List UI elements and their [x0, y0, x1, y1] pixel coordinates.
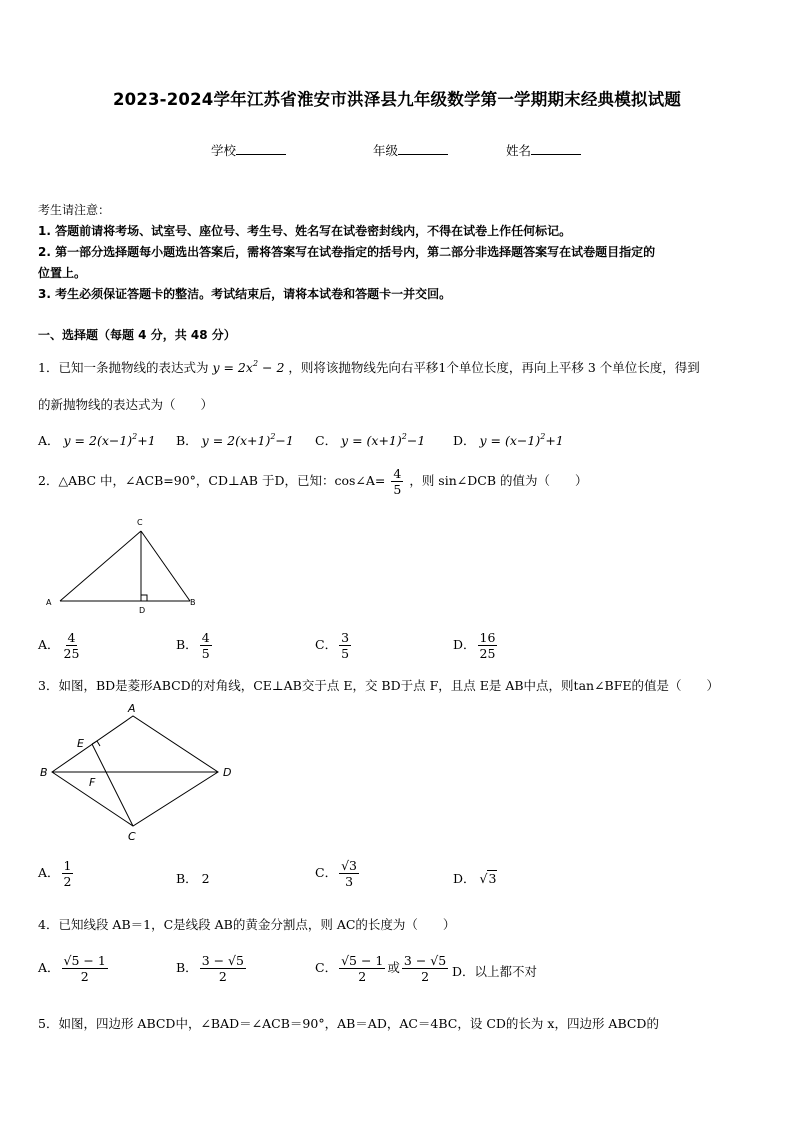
label-b: B [40, 766, 48, 779]
q3-option-d[interactable]: D． √3 [453, 871, 497, 886]
q4-option-a[interactable]: A． $\frac{√5 - 1}{2}$ [38, 953, 106, 984]
grade-field: 年级 [373, 141, 448, 159]
question-2: 2．△ABC 中，∠ACB=90°，CD⊥AB 于D，已知：cos∠A= $\frac{4}{5}$ ，则 sin∠DCB 的值为（ ） [38, 466, 588, 497]
notice-heading: 考生请注意： [38, 203, 111, 217]
fraction: $\frac{4}{5}$ [393, 466, 402, 497]
q2-option-a[interactable]: A． $\frac{4}{25}$ [38, 630, 80, 661]
q2-option-d[interactable]: D． $\frac{16}{25}$ [453, 630, 496, 661]
label-d: D [139, 606, 146, 615]
q1-option-d[interactable]: D． $y = (x-1)^2+1$ [453, 432, 564, 448]
label-a: A [46, 598, 52, 607]
question-1-line2: 的新抛物线的表达式为（ ） [38, 397, 214, 412]
notice-item: 位置上。 [38, 266, 87, 280]
question-3: 3．如图，BD是菱形ABCD的对角线，CE⊥AB交于点 E，交 BD于点 F，且点 E是 AB中点，则tan∠BFE的值是（ ） [38, 678, 720, 693]
q1-option-c[interactable]: C． $y = (x+1)^2-1$ [315, 432, 426, 448]
q3-option-c[interactable]: C． $\frac{√3}{3}$ [315, 858, 357, 889]
notice-item: 2. 第一部分选择题每小题选出答案后，需将答案写在试卷指定的括号内，第二部分非选择题答案写在试卷题目指定的 [38, 245, 656, 259]
rhombus-figure [36, 702, 246, 848]
label-a: A [128, 702, 136, 715]
label-f: F [89, 776, 96, 789]
label-d: D [223, 766, 232, 779]
school-field: 学校 [211, 141, 286, 159]
q1-option-b[interactable]: B． $y = 2(x+1)^2-1$ [176, 432, 294, 448]
q2-option-c[interactable]: C． $\frac{3}{5}$ [315, 630, 350, 661]
notice-item: 1. 答题前请将考场、试室号、座位号、考生号、姓名写在试卷密封线内，不得在试卷上作任何标记。 [38, 224, 572, 238]
notice-item: 3. 考生必须保证答题卡的整洁。考试结束后，请将本试卷和答题卡一并交回。 [38, 287, 452, 301]
q4-option-c[interactable]: C． $\frac{√5 - 1}{2}$ 或 $\frac{3 - √5}{2}$ [315, 953, 447, 984]
q4-option-b[interactable]: B． $\frac{3 - √5}{2}$ [176, 953, 244, 984]
question-1: 1．已知一条抛物线的表达式为 $y = 2x^2 - 2$ ，则将该抛物线先向右平移1个单位长度，再向上平移 3 个单位长度，得到 [38, 359, 700, 375]
label-e: E [77, 737, 84, 750]
label-b: B [190, 598, 196, 607]
q3-option-a[interactable]: A． $\frac{1}{2}$ [38, 858, 72, 889]
question-5: 5．如图，四边形 ABCD中，∠BAD＝∠ACB＝90°，AB＝AD，AC＝4BC，设 CD的长为 x，四边形 ABCD的 [38, 1016, 659, 1031]
question-4: 4．已知线段 AB＝1，C是线段 AB的黄金分割点，则 AC的长度为（ ） [38, 917, 456, 932]
q1-option-a[interactable]: A． $y = 2(x-1)^2+1$ [38, 432, 156, 448]
q2-option-b[interactable]: B． $\frac{4}{5}$ [176, 630, 210, 661]
q3-option-b[interactable]: B． 2 [176, 871, 210, 886]
notice-block [38, 200, 760, 305]
q4-option-d[interactable]: D．以上都不对 [452, 964, 538, 979]
page-title: 2023-2024学年江苏省淮安市洪泽县九年级数学第一学期期末经典模拟试题 [112, 90, 682, 109]
section-heading: 一、选择题（每题 4 分，共 48 分） [38, 328, 236, 342]
triangle-figure [40, 514, 210, 619]
label-c: C [128, 830, 136, 843]
formula: $y = 2x^2 - 2$ [212, 359, 285, 375]
label-c: C [137, 518, 143, 527]
name-field: 姓名 [506, 141, 581, 159]
